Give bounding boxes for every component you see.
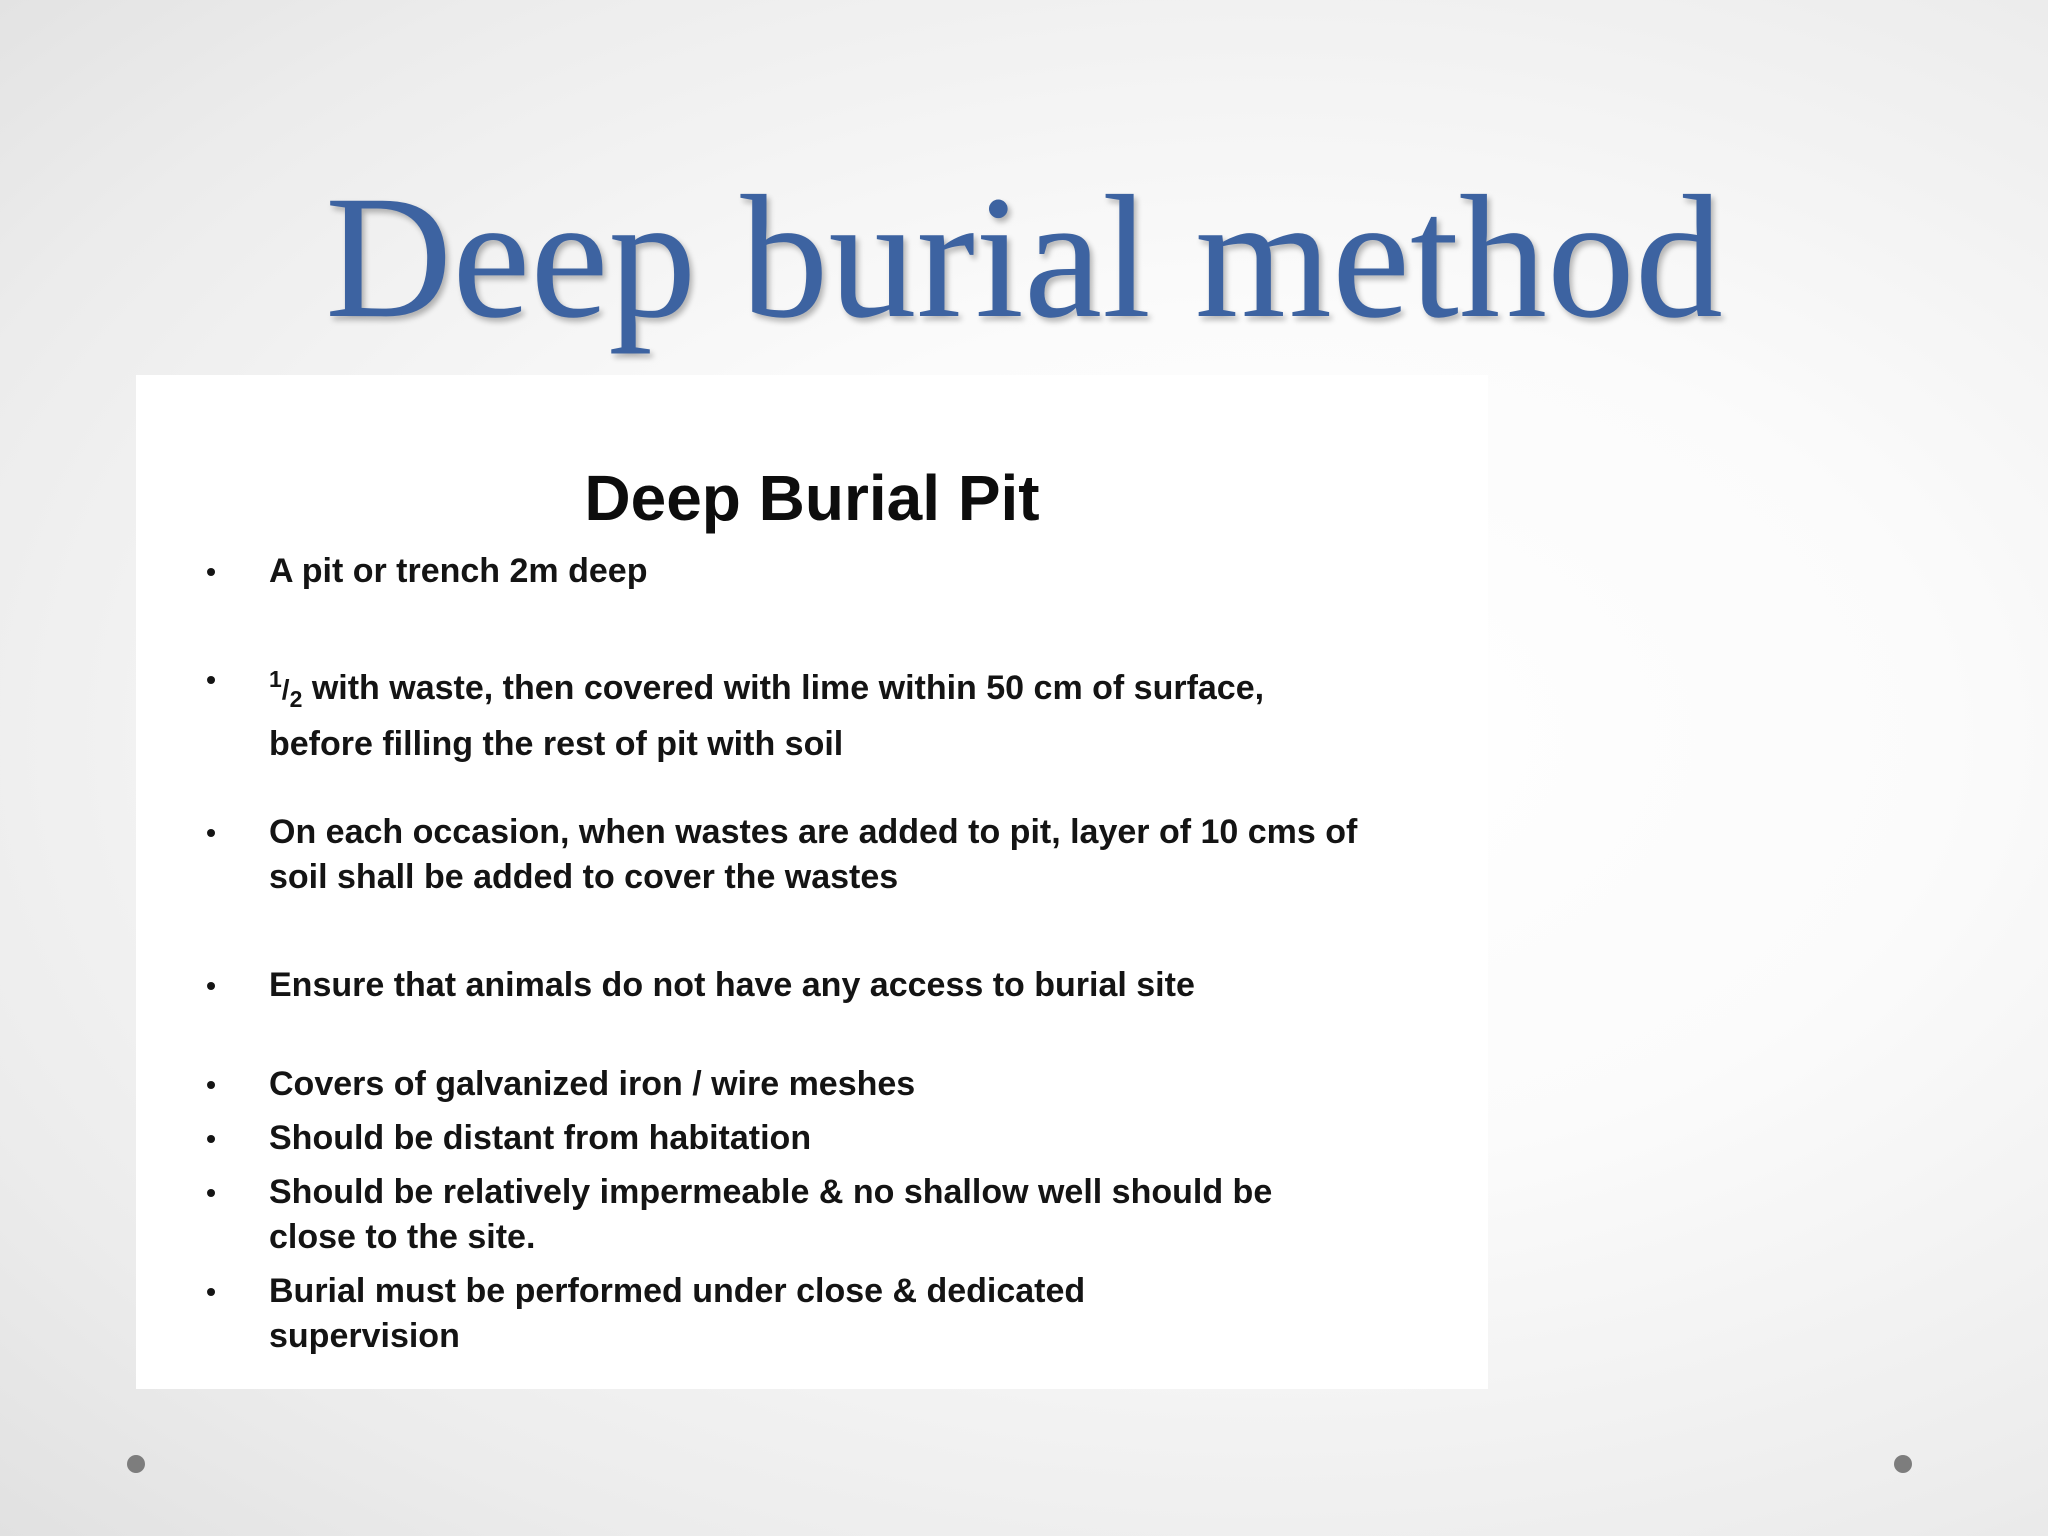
bullet-text: Burial must be performed under close & dedicated supervision [269,1272,1086,1355]
bullet-icon: • [206,1123,216,1154]
bullet-icon: • [206,1276,216,1307]
bullet-text: Covers of galvanized iron / wire meshes [269,1065,916,1103]
list-item [206,963,1319,1008]
bullet-icon: • [206,817,216,848]
left-dot-icon [127,1455,145,1473]
bullet-text: A pit or trench 2m deep [269,552,648,590]
bullet-icon: • [206,970,216,1001]
bullet-text: Ensure that animals do not have any access to burial site [269,966,1195,1004]
list-item [206,549,1399,594]
list-item [206,1062,1399,1107]
list-item [206,1269,1279,1359]
bullet-list [136,375,1488,1389]
image-heading: Deep Burial Pit [584,462,1040,534]
bullet-text: with waste, then covered with lime within 50 cm of surface, before filling the rest of pit with soil [269,669,1265,763]
list-item [206,810,1389,900]
right-dot-icon [1894,1455,1912,1473]
bullet-text: On each occasion, when wastes are added to pit, layer of 10 cms of soil shall be added to cover the wastes [269,813,1358,896]
bullet-icon: • [206,1069,216,1100]
list-item [206,657,1369,767]
half-fraction: 1/2 [269,666,303,712]
list-item [206,1170,1289,1260]
bullet-icon: • [206,1177,216,1208]
bullet-text: Should be distant from habitation [269,1119,812,1157]
list-item [206,1116,1399,1161]
slide-title: Deep burial method [325,160,1723,355]
embedded-slide-image [136,375,1488,1389]
bullet-icon: • [206,556,216,587]
bullet-text: Should be relatively impermeable & no shallow well should be close to the site. [269,1173,1273,1256]
bullet-icon: • [206,664,216,695]
